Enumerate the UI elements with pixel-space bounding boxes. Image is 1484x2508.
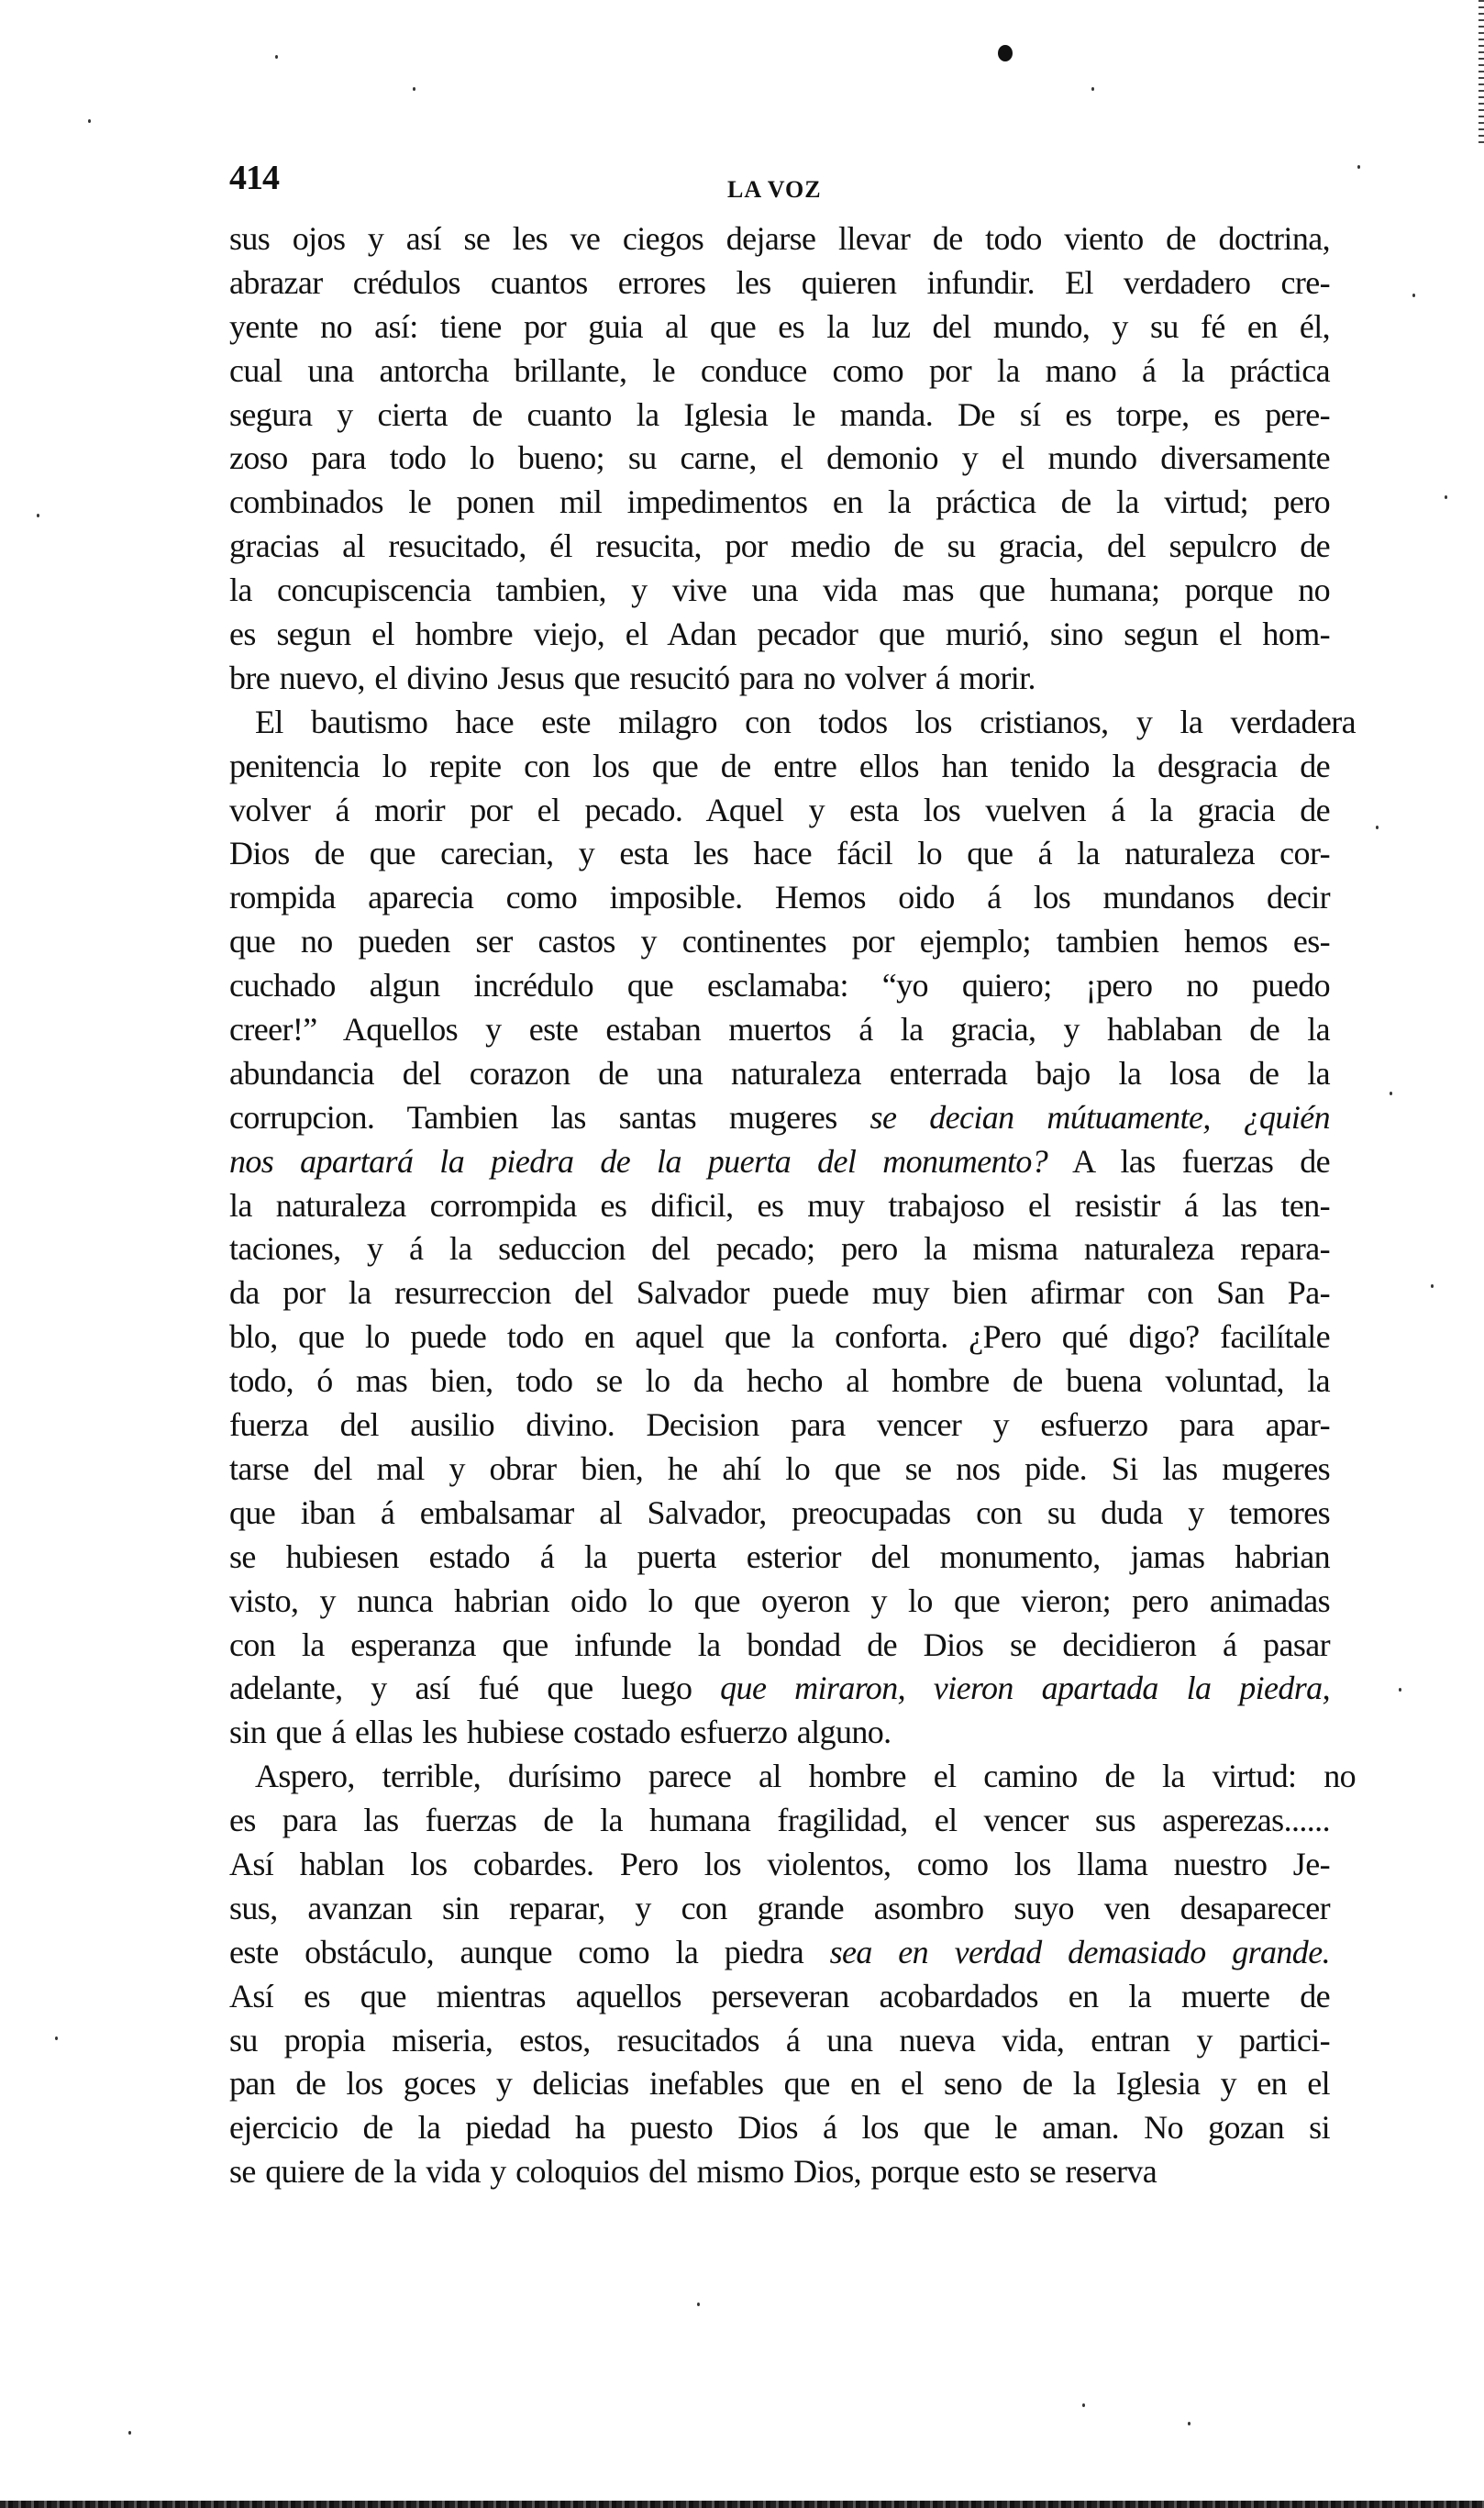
page-bottom-edge (0, 2501, 1484, 2508)
ink-blot (998, 45, 1013, 61)
text-line: da por la resurreccion del Salvador puede muy bien afirmar con San Pa- (229, 1274, 1330, 1312)
text-line: este obstáculo, aunque como la piedra sea en verdad demasiado grande. (229, 1933, 1330, 1970)
scan-speck (1431, 1284, 1434, 1288)
text-line: blo, que lo puede todo en aquel que la conforta. ¿Pero qué digo? facilítale (229, 1318, 1330, 1356)
text-line: cuchado algun incrédulo que esclamaba: “yo quiero; ¡pero no puedo (229, 967, 1330, 1004)
text-line: todo, ó mas bien, todo se lo da hecho al hombre de buena voluntad, la (229, 1362, 1330, 1400)
text-line: adelante, y así fué que luego que miraron, vieron apartada la piedra, (229, 1670, 1330, 1707)
scan-speck (55, 2036, 58, 2040)
text-line: sin que á ellas les hubiese costado esfuerzo alguno. (229, 1714, 892, 1751)
scan-speck (1357, 165, 1360, 169)
text-line: con la esperanza que infunde la bondad de Dios se decidieron á pasar (229, 1626, 1330, 1663)
text-line: se quiere de la vida y coloquios del mismo Dios, porque esto se reserva (229, 2153, 1157, 2191)
text-line: bre nuevo, el divino Jesus que resucitó para no volver á morir. (229, 659, 1035, 696)
text-line: creer!” Aquellos y este estaban muertos á la gracia, y hablaban de la (229, 1011, 1330, 1049)
text-line: su propia miseria, estos, resucitados á una nueva vida, entran y partici- (229, 2021, 1330, 2059)
text-line: Dios de que carecian, y esta les hace fácil lo que á la naturaleza cor- (229, 835, 1330, 872)
text-line: pan de los goces y delicias inefables que en el seno de la Iglesia y en el (229, 2065, 1330, 2103)
text-line: es para las fuerzas de la humana fragilidad, el vencer sus asperezas...... (229, 1802, 1330, 1839)
text-line: segura y cierta de cuanto la Iglesia le manda. De sí es torpe, es pere- (229, 395, 1330, 433)
text-line: la concupiscencia tambien, y vive una vida mas que humana; porque no (229, 572, 1330, 609)
text-line: la naturaleza corrompida es dificil, es muy trabajoso el resistir á las ten- (229, 1186, 1330, 1224)
text-line: que no pueden ser castos y continentes por ejemplo; tambien hemos es- (229, 923, 1330, 960)
body-text (229, 217, 1356, 2194)
paragraph (229, 217, 1330, 701)
text-line: sus ojos y así se les ve ciegos dejarse llevar de todo viento de doctrina, (229, 220, 1330, 257)
text-line: se hubiesen estado á la puerta esterior del monumento, jamas habrian (229, 1537, 1330, 1575)
text-line: que iban á embalsamar al Salvador, preocupadas con su duda y temores (229, 1493, 1330, 1531)
text-line: Aspero, terrible, durísimo parece al hombre el camino de la virtud: no (255, 1758, 1356, 1795)
page-number: 414 (229, 159, 279, 197)
text-line: tarse del mal y obrar bien, he ahí lo que se nos pide. Si las mugeres (229, 1449, 1330, 1487)
text-line: nos apartará la piedra de la puerta del monumento? A las fuerzas de (229, 1142, 1330, 1180)
scan-speck (697, 2303, 700, 2306)
text-line: taciones, y á la seduccion del pecado; pero la misma naturaleza repara- (229, 1230, 1330, 1268)
scan-speck (1091, 87, 1094, 91)
text-line: abrazar crédulos cuantos errores les quieren infundir. El verdadero cre- (229, 263, 1330, 301)
text-line: combinados le ponen mil impedimentos en la práctica de la virtud; pero (229, 483, 1330, 521)
scan-speck (128, 2431, 131, 2435)
text-line: Así es que mientras aquellos perseveran acobardados en la muerte de (229, 1977, 1330, 2014)
scan-speck (1445, 495, 1447, 499)
text-line: zoso para todo lo bueno; su carne, el demonio y el mundo diversamente (229, 439, 1330, 477)
scan-speck (1082, 2403, 1085, 2407)
text-line: sus, avanzan sin reparar, y con grande asombro suyo ven desaparecer (229, 1889, 1330, 1926)
text-line: ejercicio de la piedad ha puesto Dios á los que le aman. No gozan si (229, 2109, 1330, 2147)
scan-speck (37, 514, 39, 517)
text-line: rompida aparecia como imposible. Hemos oido á los mundanos decir (229, 879, 1330, 916)
scan-speck (1412, 294, 1415, 297)
scan-speck (1188, 2422, 1191, 2425)
scan-speck (1399, 1688, 1401, 1692)
page-edge-noise (1478, 0, 1484, 147)
scan-speck (275, 55, 278, 59)
text-line: fuerza del ausilio divino. Decision para vencer y esfuerzo para apar- (229, 1406, 1330, 1444)
text-line: abundancia del corazon de una naturaleza enterrada bajo la losa de la (229, 1054, 1330, 1092)
scan-speck (413, 87, 415, 91)
text-line: Así hablan los cobardes. Pero los violentos, como los llama nuestro Je- (229, 1845, 1330, 1882)
text-line: cual una antorcha brillante, le conduce como por la mano á la práctica (229, 351, 1330, 389)
text-line: es segun el hombre viejo, el Adan pecador que murió, sino segun el hom- (229, 616, 1330, 653)
text-line: corrupcion. Tambien las santas mugeres se decian mútuamente, ¿quién (229, 1098, 1331, 1136)
scan-speck (88, 119, 91, 123)
text-line: visto, y nunca habrian oido lo que oyeron y lo que vieron; pero animadas (229, 1581, 1330, 1619)
text-line: yente no así: tiene por guia al que es la luz del mundo, y su fé en él, (229, 307, 1330, 345)
text-line: gracias al resucitado, él resucita, por medio de su gracia, del sepulcro de (229, 527, 1330, 565)
running-head: LA VOZ (727, 176, 822, 203)
scan-speck (1376, 826, 1379, 829)
text-line: penitencia lo repite con los que de entre ellos han tenido la desgracia de (229, 747, 1330, 784)
text-line: volver á morir por el pecado. Aquel y esta los vuelven á la gracia de (229, 791, 1330, 828)
paragraph (229, 701, 1356, 1755)
text-line: El bautismo hace este milagro con todos los cristianos, y la verdadera (255, 703, 1356, 740)
scan-speck (1390, 1092, 1392, 1095)
paragraph (229, 1755, 1356, 2194)
